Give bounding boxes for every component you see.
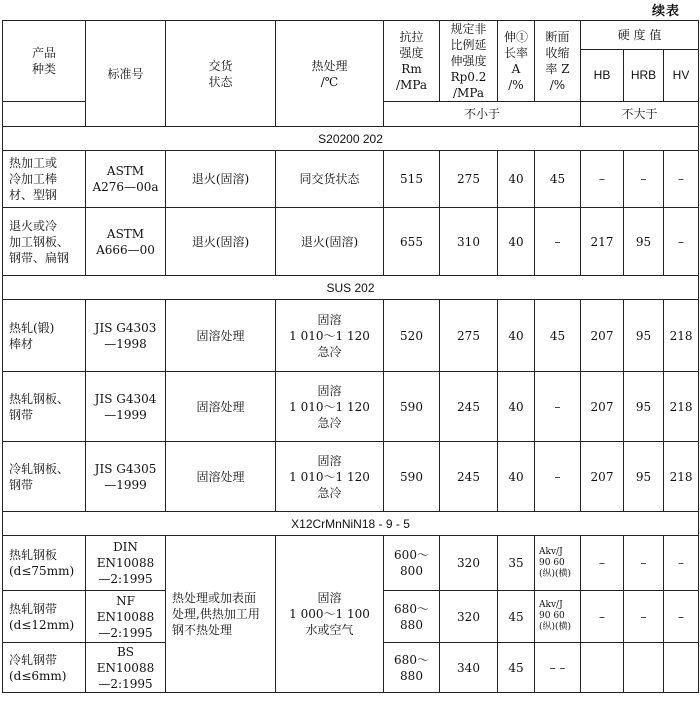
header-elong: 伸① 长率 A /% xyxy=(498,21,535,102)
cell-product: 热轧钢带 (d≤12mm) xyxy=(3,591,86,643)
cell-reduction: Akv/J 90 60 (纵)(横) xyxy=(535,536,581,591)
cell-standard: JIS G4303 —1998 xyxy=(86,300,166,372)
cell-standard: JIS G4305 —1999 xyxy=(86,442,166,512)
cell-product: 热轧钢板 (d≤75mm) xyxy=(3,536,86,591)
cell-yield: 340 xyxy=(440,643,498,693)
table-row xyxy=(3,300,699,372)
cell-tensile: 515 xyxy=(384,151,440,208)
group-title-x12crmnnin: X12CrMnNiN18 - 9 - 5 xyxy=(3,512,699,536)
cell-heat: 固溶 1 000～1 100 水或空气 xyxy=(276,536,384,693)
cell-hrb xyxy=(624,643,664,693)
header-hv: HV xyxy=(664,49,699,101)
cell-delivery: 退火(固溶) xyxy=(166,151,276,208)
cell-reduction: – xyxy=(535,208,581,276)
cell-hrb: 95 xyxy=(624,442,664,512)
cell-tensile: 680～ 880 xyxy=(384,643,440,693)
cell-hb: – xyxy=(581,151,624,208)
table-row xyxy=(3,442,699,512)
cell-tensile: 590 xyxy=(384,442,440,512)
cell-hb xyxy=(581,643,624,693)
cell-reduction: – – xyxy=(535,643,581,693)
cell-hb: – xyxy=(581,591,624,643)
header-heat: 热处理 /℃ xyxy=(276,21,384,127)
cell-heat: 固溶 1 010～1 120 急冷 xyxy=(276,442,384,512)
cell-hrb: 95 xyxy=(624,300,664,372)
cell-heat: 同交货状态 xyxy=(276,151,384,208)
cell-hv: – xyxy=(664,208,699,276)
cell-hv: – xyxy=(664,591,699,643)
cell-hrb: – xyxy=(624,151,664,208)
cell-hb: 207 xyxy=(581,372,624,442)
cell-tensile: 680～ 880 xyxy=(384,591,440,643)
cell-product: 冷轧钢带 (d≤6mm) xyxy=(3,643,86,693)
header-not-more: 不大于 xyxy=(581,102,699,127)
cell-hb: 207 xyxy=(581,442,624,512)
cell-elong: 45 xyxy=(498,643,535,693)
header-product-cont xyxy=(3,102,86,127)
cell-hv xyxy=(664,643,699,693)
cell-yield: 320 xyxy=(440,536,498,591)
table-row xyxy=(3,151,699,208)
cell-standard: ASTM A276—00a xyxy=(86,151,166,208)
cell-yield: 320 xyxy=(440,591,498,643)
cell-reduction: – xyxy=(535,372,581,442)
cell-elong: 40 xyxy=(498,300,535,372)
cell-reduction: 45 xyxy=(535,151,581,208)
group-title-row xyxy=(3,127,699,151)
header-product: 产品 种类 xyxy=(3,21,86,102)
header-reduction: 断面 收缩 率 Z /% xyxy=(535,21,581,102)
cell-tensile: 590 xyxy=(384,372,440,442)
group-title-row xyxy=(3,276,699,300)
group-title-s20200: S20200 202 xyxy=(3,127,699,151)
table-row xyxy=(3,208,699,276)
cell-hv: 218 xyxy=(664,300,699,372)
cell-yield: 275 xyxy=(440,151,498,208)
cell-hv: – xyxy=(664,536,699,591)
cell-product: 热轧(锻) 棒材 xyxy=(3,300,86,372)
header-row-1 xyxy=(3,21,699,50)
group-title-sus202: SUS 202 xyxy=(3,276,699,300)
cell-standard: ASTM A666—00 xyxy=(86,208,166,276)
cell-hb: 207 xyxy=(581,300,624,372)
cell-heat: 固溶 1 010～1 120 急冷 xyxy=(276,300,384,372)
cell-tensile: 520 xyxy=(384,300,440,372)
cell-product: 热轧钢板、 钢带 xyxy=(3,372,86,442)
cell-delivery: 热处理或加表面 处理,供热加工用 钢不热处理 xyxy=(166,536,276,693)
header-not-less: 不小于 xyxy=(384,102,581,127)
cell-yield: 245 xyxy=(440,372,498,442)
standards-table xyxy=(2,20,699,693)
cell-delivery: 固溶处理 xyxy=(166,300,276,372)
cell-elong: 40 xyxy=(498,151,535,208)
header-hardness: 硬 度 值 xyxy=(581,21,699,50)
cell-standard: NF EN10088 —2:1995 xyxy=(86,591,166,643)
cell-elong: 35 xyxy=(498,536,535,591)
group-title-row xyxy=(3,512,699,536)
cell-delivery: 固溶处理 xyxy=(166,372,276,442)
cell-hb: – xyxy=(581,536,624,591)
table-caption: 续表 xyxy=(651,4,680,19)
header-tensile: 抗拉 强度 Rm /MPa xyxy=(384,21,440,102)
cell-product: 热加工或 冷加工棒 材、型钢 xyxy=(3,151,86,208)
cell-standard: DIN EN10088 —2:1995 xyxy=(86,536,166,591)
header-delivery: 交货 状态 xyxy=(166,21,276,127)
cell-hrb: 95 xyxy=(624,372,664,442)
cell-reduction: 45 xyxy=(535,300,581,372)
cell-delivery: 退火(固溶) xyxy=(166,208,276,276)
cell-reduction: Akv/J 90 60 (纵)(横) xyxy=(535,591,581,643)
cell-tensile: 655 xyxy=(384,208,440,276)
cell-standard: BS EN10088 —2:1995 xyxy=(86,643,166,693)
cell-yield: 310 xyxy=(440,208,498,276)
cell-hrb: 95 xyxy=(624,208,664,276)
cell-reduction: – xyxy=(535,442,581,512)
header-hrb: HRB xyxy=(624,49,664,101)
cell-hb: 217 xyxy=(581,208,624,276)
header-yield: 规定非 比例延 伸强度 Rp0.2 /MPa xyxy=(440,21,498,102)
cell-elong: 45 xyxy=(498,591,535,643)
cell-hrb: – xyxy=(624,591,664,643)
cell-hv: 218 xyxy=(664,372,699,442)
cell-heat: 退火(固溶) xyxy=(276,208,384,276)
header-hb: HB xyxy=(581,49,624,101)
table-row xyxy=(3,536,699,591)
cell-hrb: – xyxy=(624,536,664,591)
cell-yield: 245 xyxy=(440,442,498,512)
table-row xyxy=(3,372,699,442)
cell-delivery: 固溶处理 xyxy=(166,442,276,512)
cell-yield: 275 xyxy=(440,300,498,372)
cell-hv: – xyxy=(664,151,699,208)
cell-standard: JIS G4304 —1999 xyxy=(86,372,166,442)
cell-product: 冷轧钢板、 钢带 xyxy=(3,442,86,512)
cell-heat: 固溶 1 010～1 120 急冷 xyxy=(276,372,384,442)
cell-product: 退火或冷 加工钢板、 钢带、扁钢 xyxy=(3,208,86,276)
cell-elong: 40 xyxy=(498,208,535,276)
cell-elong: 40 xyxy=(498,372,535,442)
cell-elong: 40 xyxy=(498,442,535,512)
cell-tensile: 600～ 800 xyxy=(384,536,440,591)
cell-hv: 218 xyxy=(664,442,699,512)
header-standard: 标准号 xyxy=(86,21,166,127)
